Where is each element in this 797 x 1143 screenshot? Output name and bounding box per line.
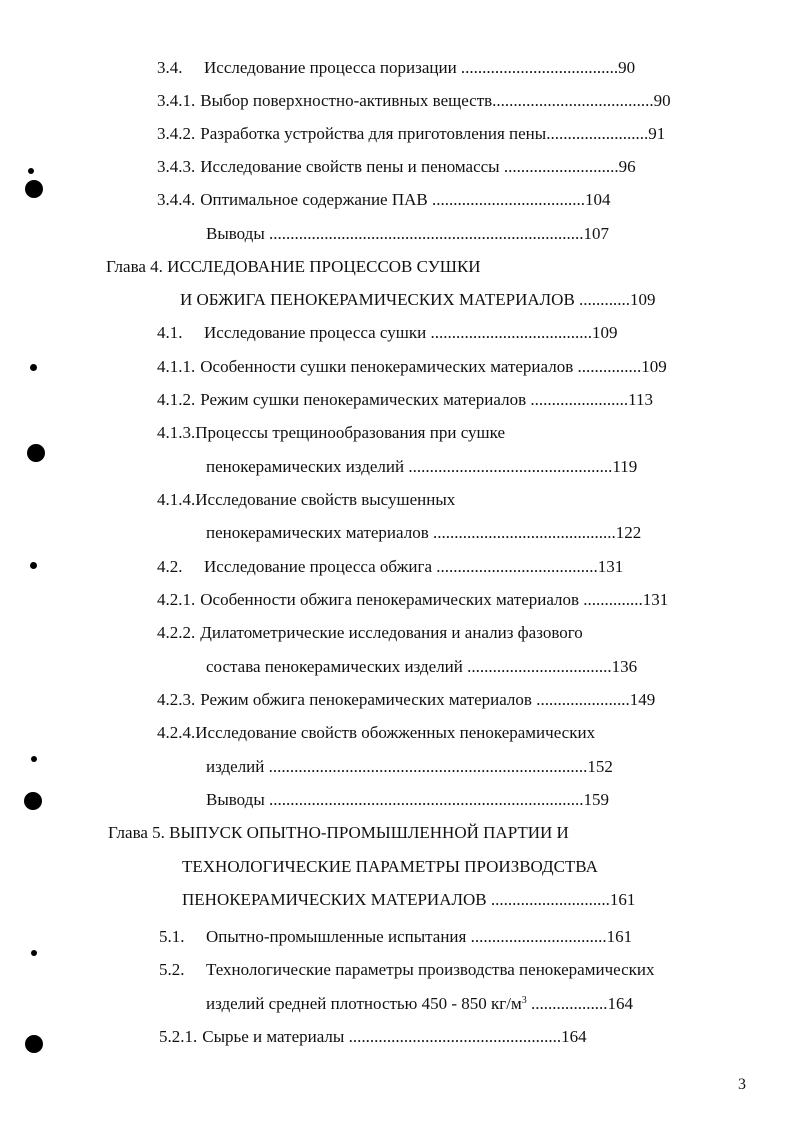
toc-entry [157, 56, 748, 80]
toc-entry [106, 255, 481, 279]
toc-entry-number: 5.1. [159, 927, 185, 946]
toc-entry [206, 992, 748, 1016]
toc-entry-number: 4.1. [157, 323, 183, 342]
toc-entry [206, 655, 748, 679]
toc-entry [157, 155, 748, 179]
toc-entry-page: 90 [618, 58, 636, 77]
toc-entry [206, 455, 748, 479]
toc-entry-leader: .................................. [462, 657, 612, 676]
toc-entry-leader: ............................ [486, 890, 610, 909]
toc-entry-title: ПЕНОКЕРАМИЧЕСКИХ МАТЕРИАЛОВ [182, 890, 487, 909]
toc-entry-title: Сырье и материалы [202, 1027, 345, 1046]
toc-entry-leader: ..................................... [456, 58, 619, 77]
toc-entry-number: 3.4.2. [157, 124, 196, 143]
page-number: 3 [738, 1076, 746, 1093]
binding-hole [24, 792, 42, 810]
binding-hole [25, 180, 43, 198]
toc-entry-number: 4.2.1. [157, 590, 196, 609]
toc-entry [180, 288, 748, 312]
toc-entry-leader: ............ [574, 290, 631, 309]
toc-entry-title: пенокерамических изделий [206, 457, 405, 476]
toc-entry-leader: ............... [573, 357, 642, 376]
toc-entry-page: 149 [629, 690, 656, 709]
toc-entry-title: И ОБЖИГА ПЕНОКЕРАМИЧЕСКИХ МАТЕРИАЛОВ [180, 290, 575, 309]
toc-entry-leader: ................................................ [404, 457, 613, 476]
toc-entry [206, 755, 748, 779]
toc-entry-leader: ....................... [526, 390, 629, 409]
toc-entry [182, 855, 598, 879]
binding-hole-mark [28, 168, 34, 174]
toc-entry [157, 388, 748, 412]
toc-entry-leader: ........................... [499, 157, 619, 176]
binding-hole [27, 444, 45, 462]
toc-entry-number: 4.2. [157, 557, 183, 576]
toc-entry-title: Исследование процесса обжига [204, 557, 433, 576]
toc-entry-title: Режим сушки пенокерамических материалов [200, 390, 527, 409]
toc-entry [157, 488, 455, 512]
toc-entry-title: Особенности сушки пенокерамических материалов [200, 357, 574, 376]
toc-entry [159, 958, 655, 982]
toc-entry-title: Выбор поверхностно-активных веществ [200, 91, 493, 110]
toc-entry-page: 113 [628, 390, 653, 409]
toc-entry-title: Глава 5. ВЫПУСК ОПЫТНО-ПРОМЫШЛЕННОЙ ПАРТИИ И [108, 823, 569, 842]
toc-entry-page: 164 [561, 1027, 587, 1046]
toc-entry-page: 90 [653, 91, 671, 110]
toc-entry-leader: ........................ [546, 124, 649, 143]
toc-entry-page: 96 [618, 157, 636, 176]
toc-entry-title: изделий [206, 757, 265, 776]
toc-entry-page: 107 [583, 224, 610, 243]
toc-entry-number: 4.2.3. [157, 690, 196, 709]
toc-entry-page: 119 [612, 457, 638, 476]
binding-hole-mark [31, 950, 37, 956]
toc-entry [159, 925, 748, 949]
toc-entry-title: Опытно-промышленные испытания [206, 927, 467, 946]
toc-entry-title: Исследование свойств высушенных [195, 490, 456, 509]
toc-entry-number: 3.4.4. [157, 190, 196, 209]
toc-entry [157, 122, 748, 146]
toc-entry-leader: .............. [579, 590, 643, 609]
binding-hole-mark [30, 562, 37, 569]
toc-entry-page: 109 [641, 357, 667, 376]
toc-entry-title: пенокерамических материалов [206, 523, 429, 542]
toc-entry-leader: .......................................................................... [264, 224, 584, 243]
toc-entry-title: Технологические параметры производства пенокерамических [206, 960, 655, 979]
superscript: 3 [521, 995, 527, 1006]
binding-hole-mark [31, 756, 37, 762]
toc-entry [157, 688, 748, 712]
toc-entry [157, 188, 748, 212]
toc-entry-page: 109 [630, 290, 656, 309]
toc-entry-title: Процессы трещинообразования при сушке [195, 423, 505, 442]
toc-entry-title: Исследование процесса сушки [204, 323, 427, 342]
toc-entry-title: Глава 4. ИССЛЕДОВАНИЕ ПРОЦЕССОВ СУШКИ [106, 257, 481, 276]
toc-entry-page: 131 [597, 557, 624, 576]
toc-entry-title: Дилатометрические исследования и анализ фазового [200, 623, 583, 642]
toc-entry-leader: .................. [526, 994, 608, 1013]
toc-entry [157, 89, 748, 113]
toc-entry-title: Исследование свойств обожженных пенокерамических [195, 723, 596, 742]
toc-entry-page: 122 [615, 523, 642, 542]
toc-entry-number: 4.1.2. [157, 390, 196, 409]
toc-entry-leader: ...................................... [492, 91, 654, 110]
toc-entry-title: Режим обжига пенокерамических материалов [200, 690, 532, 709]
binding-hole-mark [30, 364, 37, 371]
toc-entry-title: Исследование процесса поризации [204, 58, 457, 77]
toc-entry-leader: .................................... [427, 190, 585, 209]
toc-entry-page: 161 [609, 890, 636, 909]
toc-entry-leader: ........................................... [428, 523, 616, 542]
toc-entry-number: 4.1.1. [157, 357, 196, 376]
toc-entry [157, 588, 748, 612]
toc-entry-page: 159 [583, 790, 610, 809]
toc-entry-page: 152 [587, 757, 613, 776]
toc-entry-title: изделий средней плотностью 450 - 850 кг/м [206, 994, 522, 1013]
toc-entry-number: 3.4. [157, 58, 183, 77]
toc-entry [157, 321, 748, 345]
toc-entry-page: 136 [611, 657, 638, 676]
toc-entry [157, 621, 583, 645]
toc-entry [206, 788, 748, 812]
toc-entry-leader: ...................................... [432, 557, 598, 576]
toc-entry-title: состава пенокерамических изделий [206, 657, 463, 676]
toc-entry-number: 4.1.4. [157, 490, 196, 509]
toc-entry [157, 555, 748, 579]
toc-entry [206, 222, 748, 246]
toc-entry [159, 1025, 748, 1049]
toc-entry-title: Выводы [206, 790, 265, 809]
toc-entry-page: 161 [606, 927, 633, 946]
toc-entry-page: 164 [607, 994, 633, 1013]
toc-entry-leader: ...................... [531, 690, 630, 709]
toc-entry-page: 109 [591, 323, 618, 342]
toc-entry-leader: ...................................... [426, 323, 592, 342]
toc-entry-number: 4.2.4. [157, 723, 196, 742]
toc-entry [182, 888, 745, 912]
toc-entry-number: 5.2. [159, 960, 185, 979]
toc-entry-leader: ................................ [466, 927, 607, 946]
toc-entry-title: Разработка устройства для приготовления пены [200, 124, 547, 143]
toc-entry [157, 355, 748, 379]
toc-entry-leader: .................................................. [344, 1027, 562, 1046]
toc-entry [108, 821, 569, 845]
toc-entry-title: ТЕХНОЛОГИЧЕСКИЕ ПАРАМЕТРЫ ПРОИЗВОДСТВА [182, 857, 598, 876]
toc-entry-number: 4.1.3. [157, 423, 196, 442]
toc-entry-number: 5.2.1. [159, 1027, 198, 1046]
toc-entry-page: 91 [648, 124, 666, 143]
toc-entry-leader: ........................................................................... [264, 757, 588, 776]
toc-entry-leader: .......................................................................... [264, 790, 584, 809]
toc-entry [206, 521, 748, 545]
toc-entry-title: Выводы [206, 224, 265, 243]
toc-entry-title: Исследование свойств пены и пеномассы [200, 157, 500, 176]
toc-entry-number: 3.4.3. [157, 157, 196, 176]
toc-entry-page: 131 [642, 590, 669, 609]
toc-entry-page: 104 [585, 190, 611, 209]
toc-entry [157, 421, 505, 445]
toc-entry-title: Особенности обжига пенокерамических материалов [200, 590, 580, 609]
toc-entry [157, 721, 595, 745]
toc-entry-number: 3.4.1. [157, 91, 196, 110]
binding-hole [25, 1035, 43, 1053]
toc-entry-title: Оптимальное содержание ПАВ [200, 190, 428, 209]
toc-entry-number: 4.2.2. [157, 623, 196, 642]
